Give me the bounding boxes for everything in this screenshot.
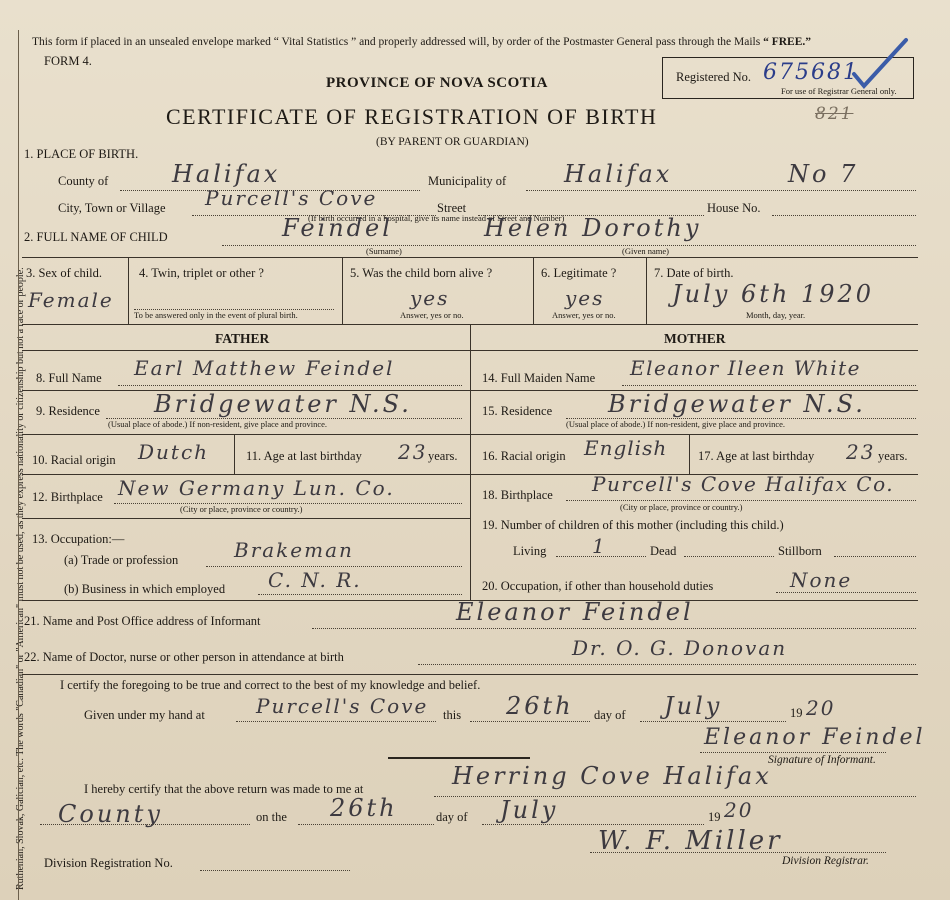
father-name-label: 8. Full Name (36, 371, 102, 385)
mother-residence-label: 15. Residence (482, 404, 553, 418)
mother-occupation-value: None (790, 568, 853, 592)
father-trade-value: Brakeman (234, 538, 354, 562)
county-label: County of (58, 174, 109, 188)
mother-birthplace-note: (City or place, province or country.) (620, 502, 743, 512)
given-name-caption: (Given name) (622, 246, 669, 256)
given-day-value: 26th (506, 692, 574, 720)
given-at-label: Given under my hand at (84, 708, 205, 722)
dob-label: 7. Date of birth. (654, 266, 734, 280)
registrar-day-of-label: day of (436, 810, 468, 824)
given-year-value: 20 (806, 696, 836, 720)
dob-note: Month, day, year. (746, 310, 806, 320)
living-label: Living (513, 544, 547, 558)
registrar-day-value: 26th (330, 794, 398, 822)
mother-birthplace-value: Purcell's Cove Halifax Co. (592, 472, 895, 496)
father-residence-note: (Usual place of abode.) If non-resident, give place and province. (108, 419, 328, 429)
registrar-year-prefix: 19 (708, 810, 721, 824)
father-business-label: (b) Business in which employed (64, 582, 226, 596)
page-title: CERTIFICATE OF REGISTRATION OF BIRTH (166, 104, 658, 129)
father-name-value: Earl Matthew Feindel (134, 356, 395, 380)
division-number-label: Division Registration No. (44, 856, 173, 870)
registrar-year-value: 20 (724, 798, 754, 822)
surname-caption: (Surname) (366, 246, 402, 256)
mother-birthplace-label: 18. Birthplace (482, 488, 553, 502)
doctor-value: Dr. O. G. Donovan (572, 636, 788, 660)
parent-column-divider (470, 325, 471, 600)
ledger-stamp: 821 (815, 104, 854, 124)
father-birthplace-note: (City or place, province or country.) (180, 504, 303, 514)
informant-value: Eleanor Feindel (456, 598, 694, 626)
mother-age-value: 23 (846, 440, 876, 464)
registrar-place-county: County (58, 800, 163, 828)
given-month-value: July (664, 692, 723, 720)
living-value: 1 (592, 534, 607, 558)
day-of-label: day of (594, 708, 626, 722)
check-mark-icon (850, 36, 910, 96)
mother-occupation-label: 20. Occupation, if other than household duties (482, 579, 714, 593)
house-number-label: House No. (707, 201, 761, 215)
doctor-label: 22. Name of Doctor, nurse or other person in attendance at birth (24, 650, 344, 664)
informant-label: 21. Name and Post Office address of Informant (24, 614, 261, 628)
father-occupation-label: 13. Occupation:— (32, 532, 125, 546)
hospital-note: (If birth occurred in a hospital, give its name instead of Street and Number) (308, 213, 565, 223)
city-value: Purcell's Cove (205, 186, 378, 210)
mother-residence-value: Bridgewater N.S. (608, 390, 866, 418)
municipality-number: No 7 (788, 160, 859, 188)
mother-age-label: 17. Age at last birthday (698, 449, 815, 463)
city-label: City, Town or Village (58, 201, 166, 215)
margin-note-text: Ruthenian, Slovak, Galician, etc. The words "Canadian" or "American" must not be used, as they express nationality or citizenship but not a race or people. (15, 267, 26, 890)
mother-heading: MOTHER (664, 331, 726, 346)
mother-name-label: 14. Full Maiden Name (482, 371, 596, 385)
separator-rule (388, 757, 530, 759)
father-residence-label: 9. Residence (36, 404, 100, 418)
twin-note: To be answered only in the event of plural birth. (134, 310, 298, 320)
informant-signature: Eleanor Feindel (704, 725, 926, 750)
informant-signature-caption: Signature of Informant. (768, 754, 876, 766)
alive-label: 5. Was the child born alive ? (350, 266, 493, 280)
father-business-value: C. N. R. (268, 568, 362, 592)
given-at-place: Purcell's Cove (256, 694, 429, 718)
mother-age-unit: years. (878, 449, 908, 463)
legitimate-label: 6. Legitimate ? (541, 266, 617, 280)
margin-note (0, 0, 26, 900)
province-title: PROVINCE OF NOVA SCOTIA (326, 75, 548, 91)
street-label: Street (437, 201, 467, 215)
division-registrar-caption: Division Registrar. (782, 855, 869, 867)
mother-name-value: Eleanor Ileen White (630, 356, 862, 380)
father-age-value: 23 (398, 440, 428, 464)
twin-label: 4. Twin, triplet or other ? (139, 266, 264, 280)
registered-number: 675681 (763, 60, 859, 85)
mother-residence-note: (Usual place of abode.) If non-resident, give place and province. (566, 419, 786, 429)
legitimate-value: yes (565, 286, 605, 310)
registrar-month-value: July (500, 796, 559, 824)
registered-label: Registered No. (676, 70, 751, 84)
sex-label: 3. Sex of child. (26, 266, 103, 280)
registrar-place-value: Herring Cove Halifax (452, 762, 772, 790)
father-age-label: 11. Age at last birthday (246, 449, 362, 463)
father-heading: FATHER (215, 331, 270, 346)
alive-note: Answer, yes or no. (400, 310, 464, 320)
father-birthplace-value: New Germany Lun. Co. (118, 476, 395, 500)
father-birthplace-label: 12. Birthplace (32, 490, 103, 504)
county-value: Halifax (172, 160, 281, 188)
mother-racial-label: 16. Racial origin (482, 449, 566, 463)
child-name-label: 2. FULL NAME OF CHILD (24, 230, 168, 244)
mail-notice: This form if placed in an unsealed envelope marked “ Vital Statistics ” and properly addressed will, by order of the Postmaster General pass through the Mails “ FREE.” (32, 36, 811, 48)
sex-value: Female (28, 288, 114, 312)
alive-value: yes (410, 286, 450, 310)
dead-label: Dead (650, 544, 677, 558)
dob-value: July 6th 1920 (672, 280, 875, 308)
margin-rule (18, 30, 19, 900)
children-count-label: 19. Number of children of this mother (including this child.) (482, 518, 784, 532)
legitimate-note: Answer, yes or no. (552, 310, 616, 320)
father-residence-value: Bridgewater N.S. (154, 390, 412, 418)
registrar-note: For use of Registrar General only. (781, 86, 897, 96)
registrar-certify-text: I hereby certify that the above return was made to me at (84, 782, 364, 796)
municipality-label: Municipality of (428, 174, 507, 188)
municipality-value: Halifax (564, 160, 673, 188)
this-label: this (443, 708, 462, 722)
given-year-prefix: 19 (790, 706, 803, 720)
father-racial-label: 10. Racial origin (32, 453, 116, 467)
registrar-signature: W. F. Miller (598, 826, 783, 856)
place-of-birth-label: 1. PLACE OF BIRTH. (24, 147, 139, 161)
child-surname: Feindel (282, 214, 393, 242)
father-racial-value: Dutch (138, 440, 210, 464)
mother-racial-value: English (584, 436, 668, 460)
father-trade-label: (a) Trade or profession (64, 553, 179, 567)
form-number: FORM 4. (44, 54, 92, 68)
child-given-name: Helen Dorothy (484, 214, 702, 242)
certify-text: I certify the foregoing to be true and correct to the best of my knowledge and belief. (60, 678, 481, 692)
stillborn-label: Stillborn (778, 544, 822, 558)
father-age-unit: years. (428, 449, 458, 463)
page-subtitle: (BY PARENT OR GUARDIAN) (376, 136, 529, 148)
on-the-label: on the (256, 810, 287, 824)
